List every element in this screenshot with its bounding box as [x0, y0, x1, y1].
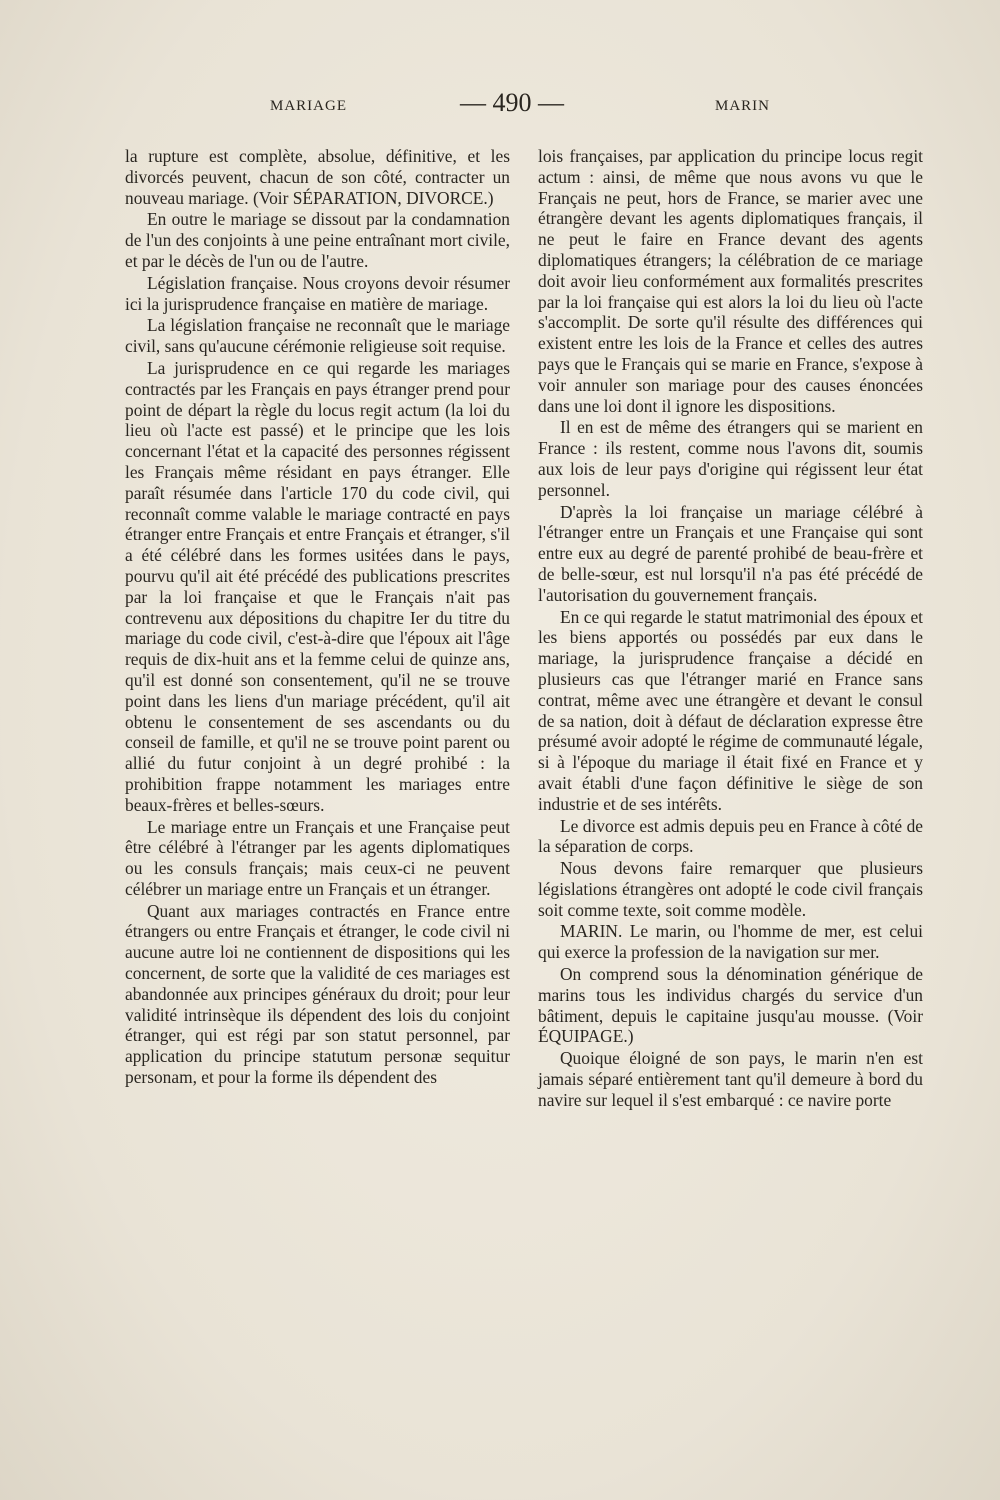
paragraph: La législation française ne reconnaît que le mariage civil, sans qu'aucune cérémonie religieuse soit requise. [125, 315, 510, 357]
paragraph: Le divorce est admis depuis peu en France à côté de la séparation de corps. [538, 815, 923, 857]
right-column [538, 146, 923, 1112]
paragraph: Nous devons faire remarquer que plusieurs législations étrangères ont adopté le code civil français soit comme texte, soit comme modèle. [538, 858, 923, 920]
paragraph: On comprend sous la dénomination générique de marins tous les individus chargés du service d'un bâtiment, depuis le capitaine jusqu'au mousse. (Voir ÉQUIPAGE.) [538, 964, 923, 1047]
paragraph: Le mariage entre un Français et une Française peut être célébré à l'étranger par les agents diplomatiques ou les consuls français; mais ceux-ci ne peuvent célébrer un mariage entre un Français et un étranger. [125, 816, 510, 899]
paragraph: D'après la loi française un mariage célébré à l'étranger entre un Français et une Française qui sont entre eux au degré de parenté prohibé de beau-frère et de belle-sœur, est nul lorsqu'il n'a pas été précédé de l'autorisation du gouvernement français. [538, 501, 923, 605]
paragraph: Législation française. Nous croyons devoir résumer ici la jurisprudence française en matière de mariage. [125, 272, 510, 314]
header-left-word: MARIAGE [270, 98, 347, 114]
entry-marin-paragraph: MARIN. Le marin, ou l'homme de mer, est celui qui exerce la profession de la navigation sur mer. [538, 921, 923, 963]
paragraph: La jurisprudence en ce qui regarde les mariages contractés par les Français en pays étranger prend pour point de départ la règle du locus regit actum (la loi du lieu où l'acte est passé) et le principe que les lois concernant l'état et la capacité des personnes régissent les Français même résidant en pays étranger. Elle paraît résumée dans l'article 170 du code civil, qui reconnaît comme valable le mariage contracté en pays étranger entre Français et entre Français et étranger, s'il a été célébré dans les formes usitées dans le pays, pourvu qu'il ait été précédé des publications prescrites par la loi française et que le Français n'ait pas contrevenu aux dépositions du chapitre Ier du titre du mariage du code civil, c'est-à-dire que l'époux ait l'âge requis de dix-huit ans et la femme celui de quinze ans, qu'il est donné son consentement, qu'il ne se trouve point dans les liens d'un mariage précédent, qu'il ait obtenu le consentement de ses ascendants ou du conseil de famille, et qu'il ne se trouve point parent ou allié du futur conjoint à un degré prohibé : la prohibition frappe notamment les mariages entre beaux-frères et belles-sœurs. [125, 357, 510, 815]
running-header [270, 88, 770, 128]
paragraph: la rupture est complète, absolue, définitive, et les divorcés peuvent, chacun de son côté, contracter un nouveau mariage. (Voir SÉPARATION, DIVORCE.) [125, 146, 510, 208]
paragraph: En outre le mariage se dissout par la condamnation de l'un des conjoints à une peine entraînant mort civile, et par le décès de l'un ou de l'autre. [125, 209, 510, 271]
paragraph: Quant aux mariages contractés en France entre étrangers ou entre Français et étranger, le code civil ni aucune autre loi ne contiennent de dispositions qui les concernent, de sorte que la validité de ces mariages est abandonnée aux principes généraux du droit; pour leur validité intrinsèque ils dépendent des lois du conjoint étranger, qui est régi par son statut personnel, par application du principe statutum personæ sequitur personam, et pour la forme ils dépendent des [125, 900, 510, 1088]
paragraph: Il en est de même des étrangers qui se marient en France : ils restent, comme nous l'avons dit, soumis aux lois de leur pays d'origine qui régissent leur état personnel. [538, 417, 923, 500]
paragraph: En ce qui regarde le statut matrimonial des époux et les biens apportés ou possédés par eux dans le mariage, la jurisprudence française a décidé en plusieurs cas que l'étranger marié en France sans contrat, même avec une étrangère et devant le consul de sa nation, doit à défaut de déclaration expresse être présumé avoir adopté le régime de communauté légale, si à l'époque du mariage il était fixé en France et y avait établi d'une façon définitive le siège de son industrie et de ses intérêts. [538, 606, 923, 814]
paragraph: lois françaises, par application du principe locus regit actum : ainsi, de même que nous avons vu que le Français ne peut, hors de France, se marier avec une étrangère devant les agents diplomatiques français, il ne peut le faire en France devant des agents diplomatiques étrangers; la célébration de ce mariage doit avoir lieu conformément aux formalités prescrites par la loi française qui est alors la loi du lieu où l'acte s'accomplit. De sorte qu'il résulte des différences qui existent entre les lois de la France et celles des autres pays que le Français qui se marie en France, s'expose à voir annuler son mariage pour des causes énoncées dans une loi dont il ignore les dispositions. [538, 146, 923, 416]
left-column [125, 146, 510, 1089]
page-number: — 490 — [460, 88, 564, 117]
header-right-word: MARIN [714, 98, 770, 114]
paragraph: Quoique éloigné de son pays, le marin n'en est jamais séparé entièrement tant qu'il demeure à bord du navire sur lequel il s'est embarqué : ce navire porte [538, 1048, 923, 1110]
